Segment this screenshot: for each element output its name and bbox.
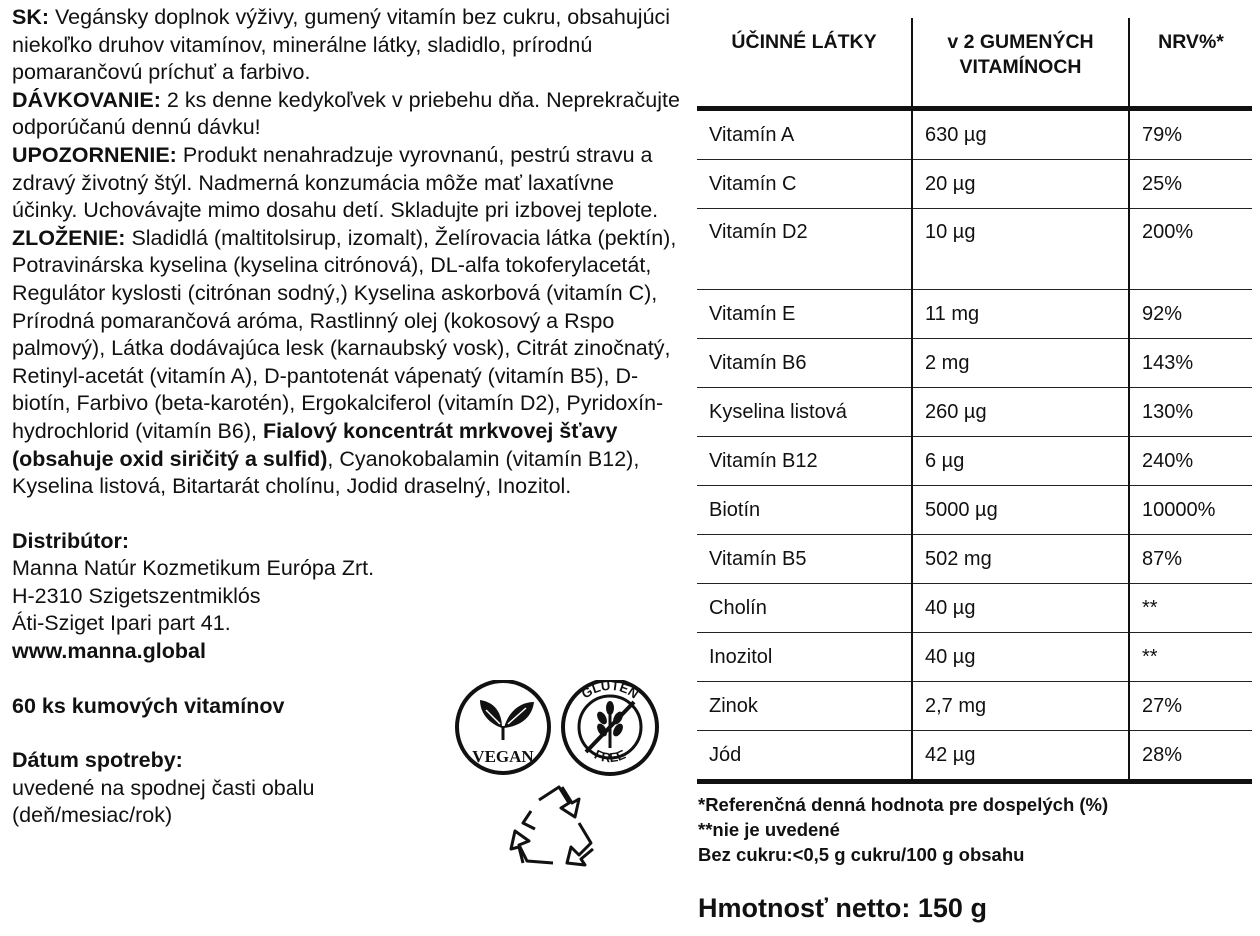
nutrient-nrv: 10000%: [1129, 486, 1252, 535]
nutrient-nrv: 79%: [1129, 109, 1252, 160]
footnote-not-stated: **nie je uvedené: [698, 819, 840, 840]
nutrient-name: Vitamín D2: [697, 209, 912, 290]
distributor-address-1: H-2310 Szigetszentmiklós: [12, 583, 261, 608]
dosage-label: DÁVKOVANIE:: [12, 87, 161, 112]
table-row: [697, 160, 1252, 209]
nutrient-nrv: 28%: [1129, 731, 1252, 782]
nutrient-amount: 6 µg: [912, 437, 1129, 486]
table-header-row: [697, 18, 1252, 109]
table-row: [697, 437, 1252, 486]
certification-icons: [450, 680, 665, 880]
ingredients-label: ZLOŽENIE:: [12, 225, 126, 250]
expiry-line-1: uvedené na spodnej časti obalu: [12, 775, 315, 800]
nutrient-name: Vitamín B12: [697, 437, 912, 486]
distributor-label: [12, 528, 682, 556]
footnote-sugar: Bez cukru:<0,5 g cukru/100 g obsahu: [698, 844, 1025, 865]
table-row: [697, 731, 1252, 782]
footnote-nrv: *Referenčná denná hodnota pre dospelých (%): [698, 794, 1109, 815]
nutrient-nrv: 25%: [1129, 160, 1252, 209]
table-row: [697, 209, 1252, 290]
nutrition-table: [697, 18, 1252, 784]
wheat-crossed-icon: [586, 701, 634, 752]
nutrient-nrv: 92%: [1129, 290, 1252, 339]
nutrient-name: Cholín: [697, 584, 912, 633]
nutrient-name: Biotín: [697, 486, 912, 535]
nutrient-nrv: 143%: [1129, 339, 1252, 388]
nutrient-amount: 11 mg: [912, 290, 1129, 339]
nutrient-nrv: 240%: [1129, 437, 1252, 486]
table-row: [697, 535, 1252, 584]
nutrient-amount: 5000 µg: [912, 486, 1129, 535]
nutrient-amount: 42 µg: [912, 731, 1129, 782]
table-row: [697, 109, 1252, 160]
dosage: [12, 87, 682, 142]
warning-text: Produkt nenahradzuje vyrovnanú, pestrú stravu a zdravý životný štýl. Nadmerná konzumácia môže mať laxatívne účinky. Uchovávajte mimo dosahu detí. Skladujte pri izbovej teplote.: [12, 142, 659, 223]
nutrient-name: Vitamín C: [697, 160, 912, 209]
recycle-icon: [511, 787, 593, 865]
table-row: [697, 584, 1252, 633]
distributor-website: [12, 638, 682, 666]
nutrient-nrv: 87%: [1129, 535, 1252, 584]
nutrient-name: Vitamín B5: [697, 535, 912, 584]
distributor-label-text: Distribútor:: [12, 528, 130, 553]
table-row: [697, 682, 1252, 731]
gluten-textpath: GLUTEN: [578, 680, 642, 702]
nutrient-amount: 40 µg: [912, 633, 1129, 682]
free-text: [592, 747, 628, 766]
nutrient-amount: 20 µg: [912, 160, 1129, 209]
expiry-line-2: (deň/mesiac/rok): [12, 803, 173, 828]
header-active-substances: ÚČINNÉ LÁTKY: [697, 18, 912, 109]
nutrient-name: Kyselina listová: [697, 388, 912, 437]
nutrient-name: Zinok: [697, 682, 912, 731]
table-footnotes: [698, 792, 1108, 867]
nutrient-nrv: 200%: [1129, 209, 1252, 290]
expiry-label-text: Dátum spotreby:: [12, 748, 183, 773]
table-row: [697, 486, 1252, 535]
table-row: [697, 339, 1252, 388]
nutrient-name: Inozitol: [697, 633, 912, 682]
table-row: [697, 633, 1252, 682]
product-description: [12, 4, 682, 87]
nutrient-amount: 2,7 mg: [912, 682, 1129, 731]
nutrient-nrv: 130%: [1129, 388, 1252, 437]
distributor-name: Manna Natúr Kozmetikum Európa Zrt.: [12, 556, 375, 581]
gluten-free-badge: [563, 680, 657, 774]
ingredients-rest: , Cyanokobalamin (vitamín B12), Kyselina listová, Bitartarát cholínu, Jodid draselný, Inozitol.: [12, 446, 640, 499]
nutrient-nrv: **: [1129, 633, 1252, 682]
warning-label: UPOZORNENIE:: [12, 142, 177, 167]
header-amount: v 2 GUMENÝCH VITAMÍNOCH: [912, 18, 1129, 109]
vegan-badge: [457, 681, 549, 773]
nutrient-amount: 2 mg: [912, 339, 1129, 388]
sk-text: Vegánsky doplnok výživy, gumený vitamín bez cukru, obsahujúci niekoľko druhov vitamínov, minerálne látky, sladidlo, prírodnú pomarančovú príchuť a farbivo.: [12, 5, 671, 85]
nutrient-name: Vitamín A: [697, 109, 912, 160]
ingredients: [12, 225, 682, 501]
vegan-text: VEGAN: [472, 747, 534, 766]
header-nrv: NRV%*: [1129, 18, 1252, 109]
nutrient-name: Vitamín B6: [697, 339, 912, 388]
nutrient-amount: 502 mg: [912, 535, 1129, 584]
count-text-bold: 60 ks kumových vitamínov: [12, 693, 285, 718]
nutrient-amount: 10 µg: [912, 209, 1129, 290]
dosage-text: 2 ks denne kedykoľvek v priebehu dňa. Neprekračujte odporúčanú dennú dávku!: [12, 87, 680, 140]
nutrient-nrv: 27%: [1129, 682, 1252, 731]
nutrient-amount: 260 µg: [912, 388, 1129, 437]
nutrient-name: Vitamín E: [697, 290, 912, 339]
website-text: www.manna.global: [12, 639, 206, 664]
ingredients-bold: Fialový koncentrát mrkvovej šťavy (obsahuje oxid siričitý a sulfid): [12, 418, 618, 471]
net-weight: Hmotnosť netto: 150 g: [698, 893, 987, 923]
warning: [12, 142, 682, 225]
table-row: [697, 290, 1252, 339]
leaf-icon: [480, 700, 534, 740]
table-row: [697, 388, 1252, 437]
sk-label: SK:: [12, 5, 50, 29]
ingredients-text: Sladidlá (maltitolsirup, izomalt), Želírovacia látka (pektín), Potravinárska kyselina (kyselina citrónová), DL-alfa tokoferylacetát, Regulátor kyslosti (citrónan sodný,) Kyselina askorbová (vitamín C), Prírodná pomarančová aróma, Rastlinný olej (kokosový a Rspo palmový), Látka dodávajúca lesk (karnaubský vosk), Citrát zinočnatý, Retinyl-acetát (vitamín A), D-pantotenát vápenatý (vitamín B5), D-biotín, Farbivo (beta-karotén), Ergokalciferol (vitamín D2), Pyridoxín-hydrochlorid (vitamín B6),: [12, 225, 677, 443]
nutrient-amount: 630 µg: [912, 109, 1129, 160]
nutrient-name: Jód: [697, 731, 912, 782]
nutrient-nrv: **: [1129, 584, 1252, 633]
distributor-address-2: Áti-Sziget Ipari part 41.: [12, 611, 231, 636]
free-textpath: FREE: [592, 746, 628, 766]
nutrient-amount: 40 µg: [912, 584, 1129, 633]
